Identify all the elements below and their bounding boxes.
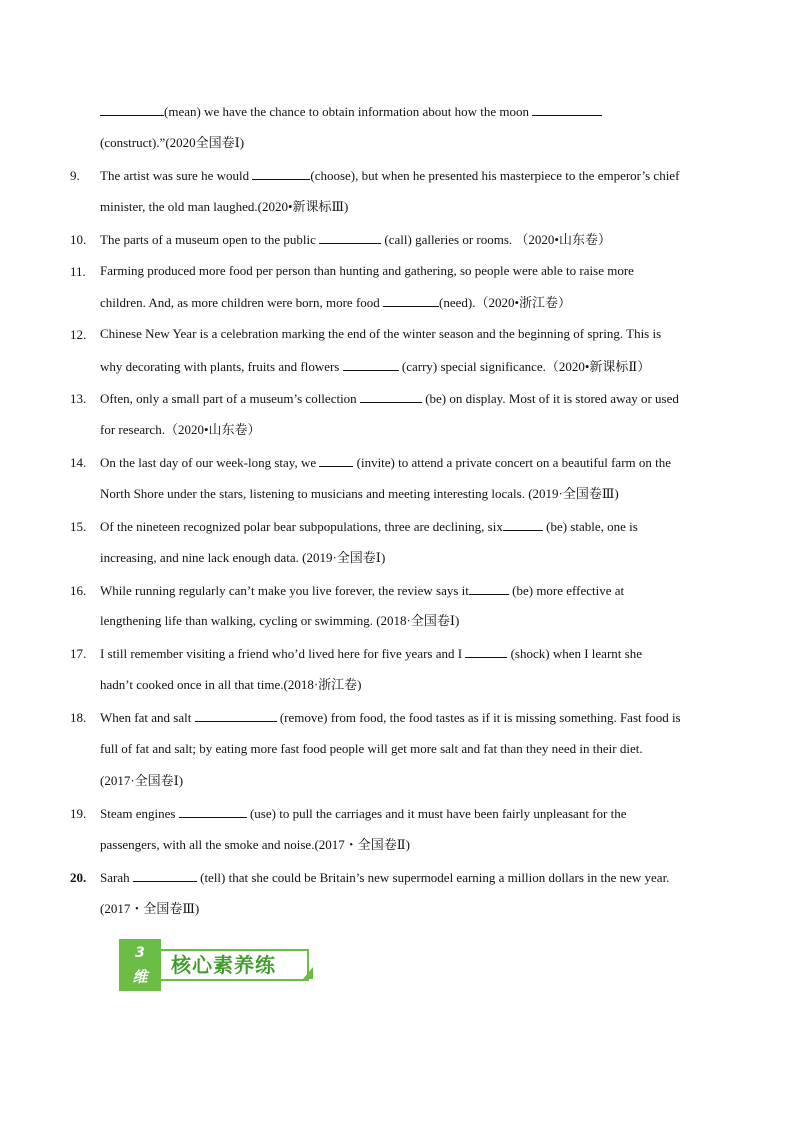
answer-blank[interactable] bbox=[503, 518, 543, 531]
question-text: hadn’t cooked once in all that time.(2018·浙江卷) bbox=[100, 677, 362, 693]
badge-tab bbox=[119, 939, 161, 991]
question-line bbox=[100, 645, 642, 662]
question-line bbox=[100, 613, 459, 629]
question-text: children. And, as more children were born, more food bbox=[100, 295, 384, 311]
question-text: Steam engines bbox=[100, 805, 179, 821]
question-text: Of the nineteen recognized polar bear subpopulations, three are declining, six bbox=[100, 518, 503, 534]
answer-blank[interactable] bbox=[360, 390, 422, 403]
question-text: The parts of a museum open to the public bbox=[100, 231, 320, 247]
question-number: 9. bbox=[70, 167, 80, 183]
question-line bbox=[100, 773, 183, 789]
question-text: (be) stable, one is bbox=[542, 518, 638, 534]
question-number: 11. bbox=[70, 263, 86, 279]
question-line bbox=[100, 582, 624, 599]
answer-blank[interactable] bbox=[319, 231, 381, 244]
question-line bbox=[100, 901, 199, 917]
question-line bbox=[100, 550, 385, 566]
question-text: When fat and salt bbox=[100, 710, 195, 726]
question-line bbox=[100, 869, 669, 886]
question-number: 20. bbox=[70, 869, 87, 885]
badge-corner-decoration bbox=[303, 967, 313, 979]
question-line bbox=[100, 486, 619, 502]
question-text: (choose), but when he presented his masterpiece to the emperor’s chief bbox=[310, 167, 680, 183]
question-text: While running regularly can’t make you live forever, the review says it bbox=[100, 582, 469, 598]
question-text: (be) on display. Most of it is stored away or used bbox=[421, 391, 679, 407]
question-line bbox=[100, 518, 638, 535]
question-text: I still remember visiting a friend who’d lived here for five years and I bbox=[100, 646, 466, 662]
question-text: (invite) to attend a private concert on a beautiful farm on the bbox=[353, 454, 672, 470]
question-number: 14. bbox=[70, 454, 87, 470]
question-text: On the last day of our week-long stay, we bbox=[100, 454, 320, 470]
question-line bbox=[100, 103, 602, 120]
badge-title-box bbox=[161, 949, 309, 981]
question-line bbox=[100, 135, 244, 151]
question-text: (need).（2020•浙江卷） bbox=[439, 295, 572, 311]
question-number: 19. bbox=[70, 805, 87, 821]
question-number: 10. bbox=[70, 231, 87, 247]
question-text: increasing, and nine lack enough data. (2019·全国卷Ⅰ) bbox=[100, 549, 386, 565]
question-line bbox=[100, 677, 362, 693]
badge-unit: 维 bbox=[132, 968, 148, 986]
answer-blank[interactable] bbox=[465, 645, 507, 658]
answer-blank[interactable] bbox=[343, 358, 399, 371]
question-text: (construct).”(2020全国卷Ⅰ) bbox=[100, 134, 245, 150]
question-line bbox=[100, 709, 681, 726]
question-text: Farming produced more food per person than hunting and gathering, so people were able to raise more bbox=[100, 262, 634, 278]
question-line bbox=[100, 294, 571, 311]
question-text: (remove) from food, the food tastes as if it is missing something. Fast food is bbox=[276, 710, 681, 726]
question-number: 17. bbox=[70, 646, 87, 662]
answer-blank[interactable] bbox=[383, 294, 439, 307]
answer-blank[interactable] bbox=[319, 454, 353, 467]
question-text: Sarah bbox=[100, 869, 133, 885]
question-line bbox=[100, 741, 643, 757]
answer-blank[interactable] bbox=[133, 869, 197, 882]
question-text: (tell) that she could be Britain’s new supermodel earning a million dollars in the new year. bbox=[196, 869, 670, 885]
question-number: 18. bbox=[70, 710, 87, 726]
answer-blank[interactable] bbox=[195, 709, 277, 722]
question-text: (use) to pull the carriages and it must have been fairly unpleasant for the bbox=[246, 805, 627, 821]
question-line bbox=[100, 805, 626, 822]
section-badge bbox=[119, 939, 315, 991]
question-number: 16. bbox=[70, 582, 87, 598]
question-text: for research.（2020•山东卷） bbox=[100, 422, 261, 437]
question-line bbox=[100, 454, 671, 471]
question-text: (be) more effective at bbox=[508, 582, 625, 598]
section-title: 核心素养练 bbox=[171, 953, 276, 977]
question-line bbox=[100, 422, 261, 438]
question-text: Chinese New Year is a celebration marking the end of the winter season and the beginning of spring. This is bbox=[100, 326, 662, 342]
question-text: North Shore under the stars, listening to musicians and meeting interesting locals. (2019·全国卷Ⅲ) bbox=[100, 485, 619, 501]
question-line bbox=[100, 358, 650, 375]
question-line bbox=[100, 199, 348, 215]
question-line bbox=[100, 263, 634, 279]
answer-blank[interactable] bbox=[100, 103, 164, 116]
answer-blank[interactable] bbox=[252, 167, 310, 180]
question-text: (mean) we have the chance to obtain information about how the moon bbox=[164, 104, 533, 119]
answer-blank[interactable] bbox=[179, 805, 247, 818]
answer-blank[interactable] bbox=[532, 103, 602, 116]
question-text: full of fat and salt; by eating more fast food people will get more salt and fat than they need in their diet. bbox=[100, 741, 643, 756]
question-text: (carry) special significance.（2020•新课标Ⅱ） bbox=[398, 359, 651, 375]
question-number: 12. bbox=[70, 327, 87, 343]
question-text: The artist was sure he would bbox=[100, 167, 253, 183]
question-number: 15. bbox=[70, 518, 87, 534]
question-text: (2017·全国卷Ⅰ) bbox=[100, 772, 184, 788]
question-text: passengers, with all the smoke and noise.(2017・全国卷Ⅱ) bbox=[100, 836, 410, 852]
question-text: (call) galleries or rooms. （2020•山东卷） bbox=[381, 231, 611, 247]
question-text: (2017・全国卷Ⅲ) bbox=[100, 900, 200, 916]
question-text: (shock) when I learnt she bbox=[507, 646, 642, 662]
answer-blank[interactable] bbox=[469, 582, 509, 595]
question-text: why decorating with plants, fruits and flowers bbox=[100, 359, 343, 375]
question-line bbox=[100, 326, 661, 342]
question-text: lengthening life than walking, cycling or swimming. (2018·全国卷Ⅰ) bbox=[100, 613, 460, 629]
question-text: Often, only a small part of a museum’s collection bbox=[100, 391, 360, 407]
question-line bbox=[100, 167, 679, 184]
question-number: 13. bbox=[70, 391, 87, 407]
question-line bbox=[100, 837, 410, 853]
question-line bbox=[100, 231, 611, 248]
badge-digit: 3 bbox=[135, 945, 145, 961]
question-text: minister, the old man laughed.(2020•新课标Ⅲ) bbox=[100, 198, 349, 214]
question-line bbox=[100, 390, 679, 407]
